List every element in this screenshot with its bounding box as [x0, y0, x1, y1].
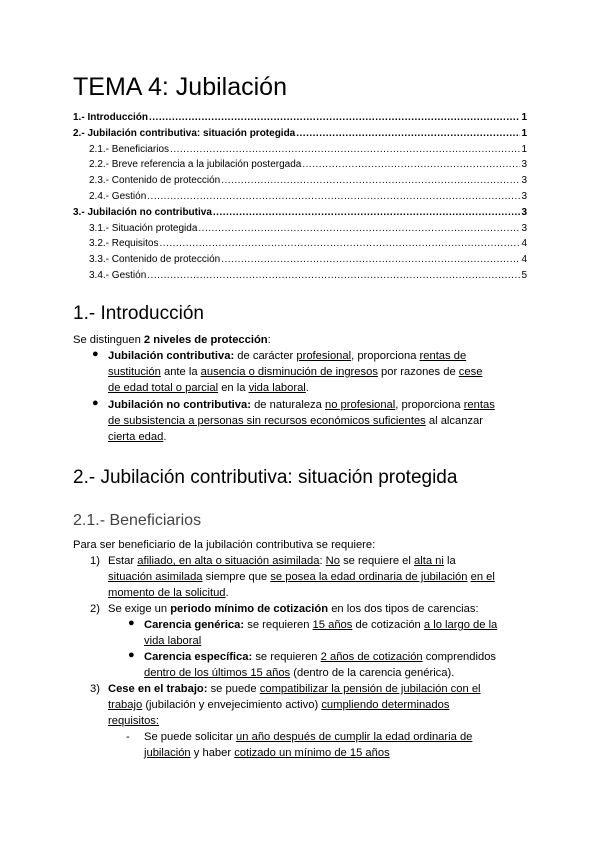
toc-entry-label: 2.4.- Gestión [89, 191, 147, 202]
toc-leader-dots [198, 222, 520, 236]
toc-entry-label: 2.1.- Beneficiarios [89, 143, 170, 155]
bullet-no-contributiva-line3: cierta edad. [108, 431, 167, 443]
toc-entry-page: 1 [521, 112, 527, 123]
bullet-contributiva-line1: Jubilación contributiva: de carácter profesional, proporciona rentas de [108, 350, 467, 362]
toc-leader-dots [147, 190, 520, 204]
bullet-dot: ● [128, 649, 135, 661]
document-title: TEMA 4: Jubilación [73, 73, 287, 101]
toc-entry[interactable] [89, 174, 527, 188]
toc-leader-dots [149, 111, 520, 125]
toc-leader-dots [159, 237, 520, 251]
toc-entry[interactable] [73, 127, 527, 141]
bullet-no-contributiva-line1: Jubilación no contributiva: de naturaleza no profesional, proporciona rentas [108, 399, 495, 411]
toc-entry-page: 4 [521, 254, 527, 266]
dash-item-line2: jubilación y haber cotizado un mínimo de 15 años [144, 747, 390, 759]
intro-paragraph: Se distinguen 2 niveles de protección: [73, 334, 271, 346]
toc-leader-dots [221, 253, 520, 267]
bullet-contributiva-line3: de edad total o parcial en la vida laboral. [108, 382, 309, 394]
item-3-line3: requisitos: [108, 715, 159, 727]
item-1-line3: momento de la solicitud. [108, 587, 229, 599]
toc-entry-page: 3 [521, 159, 527, 171]
toc-leader-dots [296, 127, 520, 141]
toc-entry[interactable] [89, 237, 527, 251]
toc-entry-page: 3 [521, 222, 527, 234]
toc-entry-label: 3.- Jubilación no contributiva [73, 206, 212, 218]
list-number: 2) [90, 603, 100, 615]
carencia-generica-line1: Carencia genérica: se requieren 15 años de cotización a lo largo de la [144, 619, 498, 631]
toc-entry-page: 3 [521, 206, 527, 218]
bullet-dot: ● [92, 348, 99, 360]
toc-entry-page: 1 [521, 143, 527, 155]
section-2-heading: 2.- Jubilación contributiva: situación protegida [73, 467, 458, 488]
section-1-heading: 1.- Introducción [73, 303, 204, 324]
list-number: 3) [90, 683, 100, 695]
toc-entry-page: 5 [521, 270, 527, 281]
toc-entry-page: 3 [521, 191, 527, 202]
bullet-no-contributiva-line2: de subsistencia a personas sin recursos económicos suficientes al alcanzar [108, 415, 483, 427]
subsection-2-1-heading: 2.1.- Beneficiarios [73, 512, 202, 529]
bullet-contributiva-line2: sustitución ante la ausencia o disminución de ingresos por razones de cese [108, 366, 483, 378]
item-2-line1: Se exige un periodo mínimo de cotización en los dos tipos de carencias: [108, 603, 479, 615]
toc-entry[interactable] [89, 143, 527, 157]
dash-marker: - [126, 731, 130, 743]
bullet-dot: ● [92, 397, 99, 409]
list-number: 1) [90, 555, 100, 567]
toc-leader-dots [170, 143, 520, 157]
dash-item-line1: Se puede solicitar un año después de cumplir la edad ordinaria de [144, 731, 473, 743]
toc-entry[interactable] [89, 253, 527, 267]
toc-entry-page: 3 [521, 175, 527, 187]
item-1-line1: Estar afiliado, en alta o situación asimilada: No se requiere el alta ni la [108, 555, 456, 567]
toc-entry[interactable] [89, 190, 527, 204]
carencia-especifica-line2: dentro de los últimos 15 años (dentro de la carencia genérica). [144, 667, 455, 679]
toc-entry-page: 1 [521, 127, 527, 139]
toc-leader-dots [302, 158, 520, 172]
toc-leader-dots [213, 206, 521, 220]
item-3-line2: trabajo (jubilación y envejecimiento activo) cumpliendo determinados [108, 699, 450, 711]
toc-entry-label: 1.- Introducción [73, 112, 148, 123]
toc-entry[interactable] [73, 206, 527, 220]
toc-entry-label: 3.2.- Requisitos [89, 238, 159, 250]
bullet-dot: ● [128, 617, 135, 629]
toc-leader-dots [147, 269, 520, 283]
toc-leader-dots [221, 174, 520, 188]
toc-entry[interactable] [73, 111, 527, 125]
toc-entry-label: 3.1.- Situación protegida [89, 222, 198, 234]
toc-entry-page: 4 [521, 238, 527, 250]
item-3-line1: Cese en el trabajo: se puede compatibilizar la pensión de jubilación con el [108, 683, 481, 695]
toc-entry-label: 2.- Jubilación contributiva: situación protegida [73, 127, 296, 139]
toc-entry-label: 3.4.- Gestión [89, 270, 147, 281]
toc-entry[interactable] [89, 269, 527, 283]
toc-entry[interactable] [89, 222, 527, 236]
beneficiarios-intro: Para ser beneficiario de la jubilación contributiva se requiere: [73, 539, 376, 551]
toc-entry-label: 2.2.- Breve referencia a la jubilación postergada [89, 159, 302, 171]
toc-entry-label: 2.3.- Contenido de protección [89, 175, 221, 187]
toc-entry-label: 3.3.- Contenido de protección [89, 254, 221, 266]
carencia-generica-line2: vida laboral [144, 635, 202, 647]
item-1-line2: situación asimilada siempre que se posea la edad ordinaria de jubilación en el [108, 571, 495, 583]
carencia-especifica-line1: Carencia específica: se requieren 2 años de cotización comprendidos [144, 651, 497, 663]
toc-entry[interactable] [89, 158, 527, 172]
